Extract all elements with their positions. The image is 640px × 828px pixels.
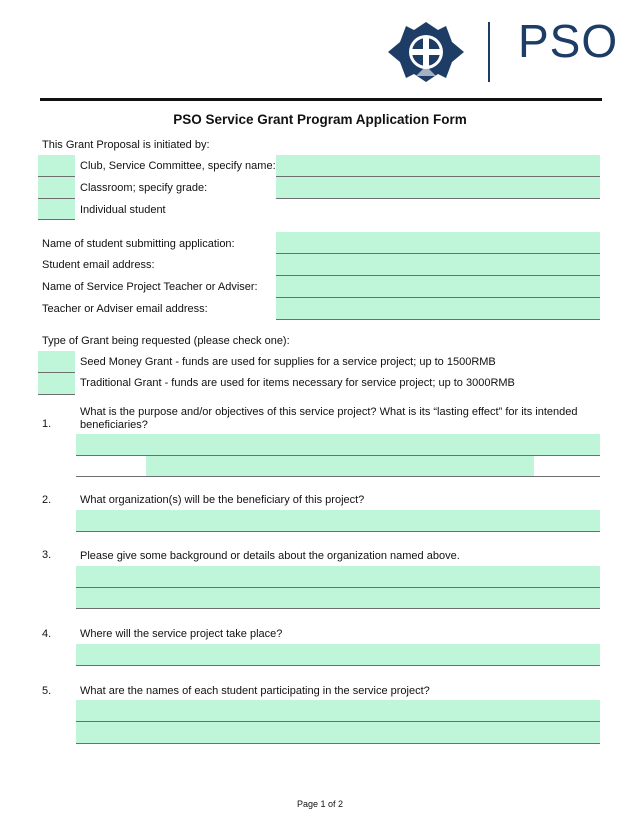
pso-wordmark: PSO (518, 15, 619, 67)
question-5-answer-line1[interactable] (76, 700, 600, 722)
student-email-label: Student email address: (42, 259, 155, 271)
question-1-answer-rule (76, 476, 600, 477)
teacher-name-field[interactable] (276, 276, 600, 298)
traditional-grant-label: Traditional Grant - funds are used for items necessary for service project; up to 3000RMB (80, 377, 515, 389)
question-5-text: What are the names of each student participating in the service project? (80, 685, 430, 697)
question-3-answer-line1[interactable] (76, 566, 600, 588)
header-divider (488, 22, 490, 82)
checkbox-classroom[interactable] (38, 177, 75, 199)
question-3-text: Please give some background or details about the organization named above. (80, 550, 460, 562)
grant-type-heading: Type of Grant being requested (please check one): (42, 335, 290, 347)
checkbox-seed-grant[interactable] (38, 351, 75, 373)
question-3-number: 3. (42, 549, 52, 561)
checkbox-individual[interactable] (38, 199, 75, 220)
teacher-email-field[interactable] (276, 298, 600, 320)
option-classroom-label: Classroom; specify grade: (80, 182, 208, 194)
option-club-label: Club, Service Committee, specify name: (80, 160, 276, 172)
emblem-icon (386, 20, 466, 84)
question-4-number: 4. (42, 628, 52, 640)
question-2-text: What organization(s) will be the beneficiary of this project? (80, 494, 365, 506)
question-1-text-line1: What is the purpose and/or objectives of this service project? What is its “lasting effect” for its intended (80, 406, 578, 418)
teacher-name-label: Name of Service Project Teacher or Adviser: (42, 281, 258, 293)
student-email-field[interactable] (276, 254, 600, 276)
pso-emblem (386, 20, 466, 84)
initiated-heading: This Grant Proposal is initiated by: (42, 139, 210, 151)
checkbox-club[interactable] (38, 155, 75, 177)
grade-field[interactable] (276, 177, 600, 199)
seed-grant-label: Seed Money Grant - funds are used for supplies for a service project; up to 1500RMB (80, 356, 496, 368)
question-2-number: 2. (42, 494, 52, 506)
question-5-answer-line2[interactable] (76, 722, 600, 744)
student-name-field[interactable] (276, 232, 600, 254)
question-1-number: 1. (42, 418, 52, 430)
option-individual-label: Individual student (80, 204, 166, 216)
question-4-text: Where will the service project take place? (80, 628, 283, 640)
question-3-answer-line2[interactable] (76, 588, 600, 609)
question-4-answer[interactable] (76, 644, 600, 666)
question-1-answer-line2[interactable] (146, 456, 534, 476)
checkbox-traditional-grant[interactable] (38, 373, 75, 395)
form-title: PSO Service Grant Program Application Form (173, 112, 467, 127)
teacher-email-label: Teacher or Adviser email address: (42, 303, 208, 315)
club-name-field[interactable] (276, 155, 600, 177)
page-number: Page 1 of 2 (296, 799, 344, 809)
header-rule (40, 98, 602, 101)
question-5-number: 5. (42, 685, 52, 697)
student-name-label: Name of student submitting application: (42, 238, 235, 250)
question-1-answer-line1[interactable] (76, 434, 600, 456)
question-1-text-line2: beneficiaries? (80, 419, 148, 431)
question-2-answer[interactable] (76, 510, 600, 532)
